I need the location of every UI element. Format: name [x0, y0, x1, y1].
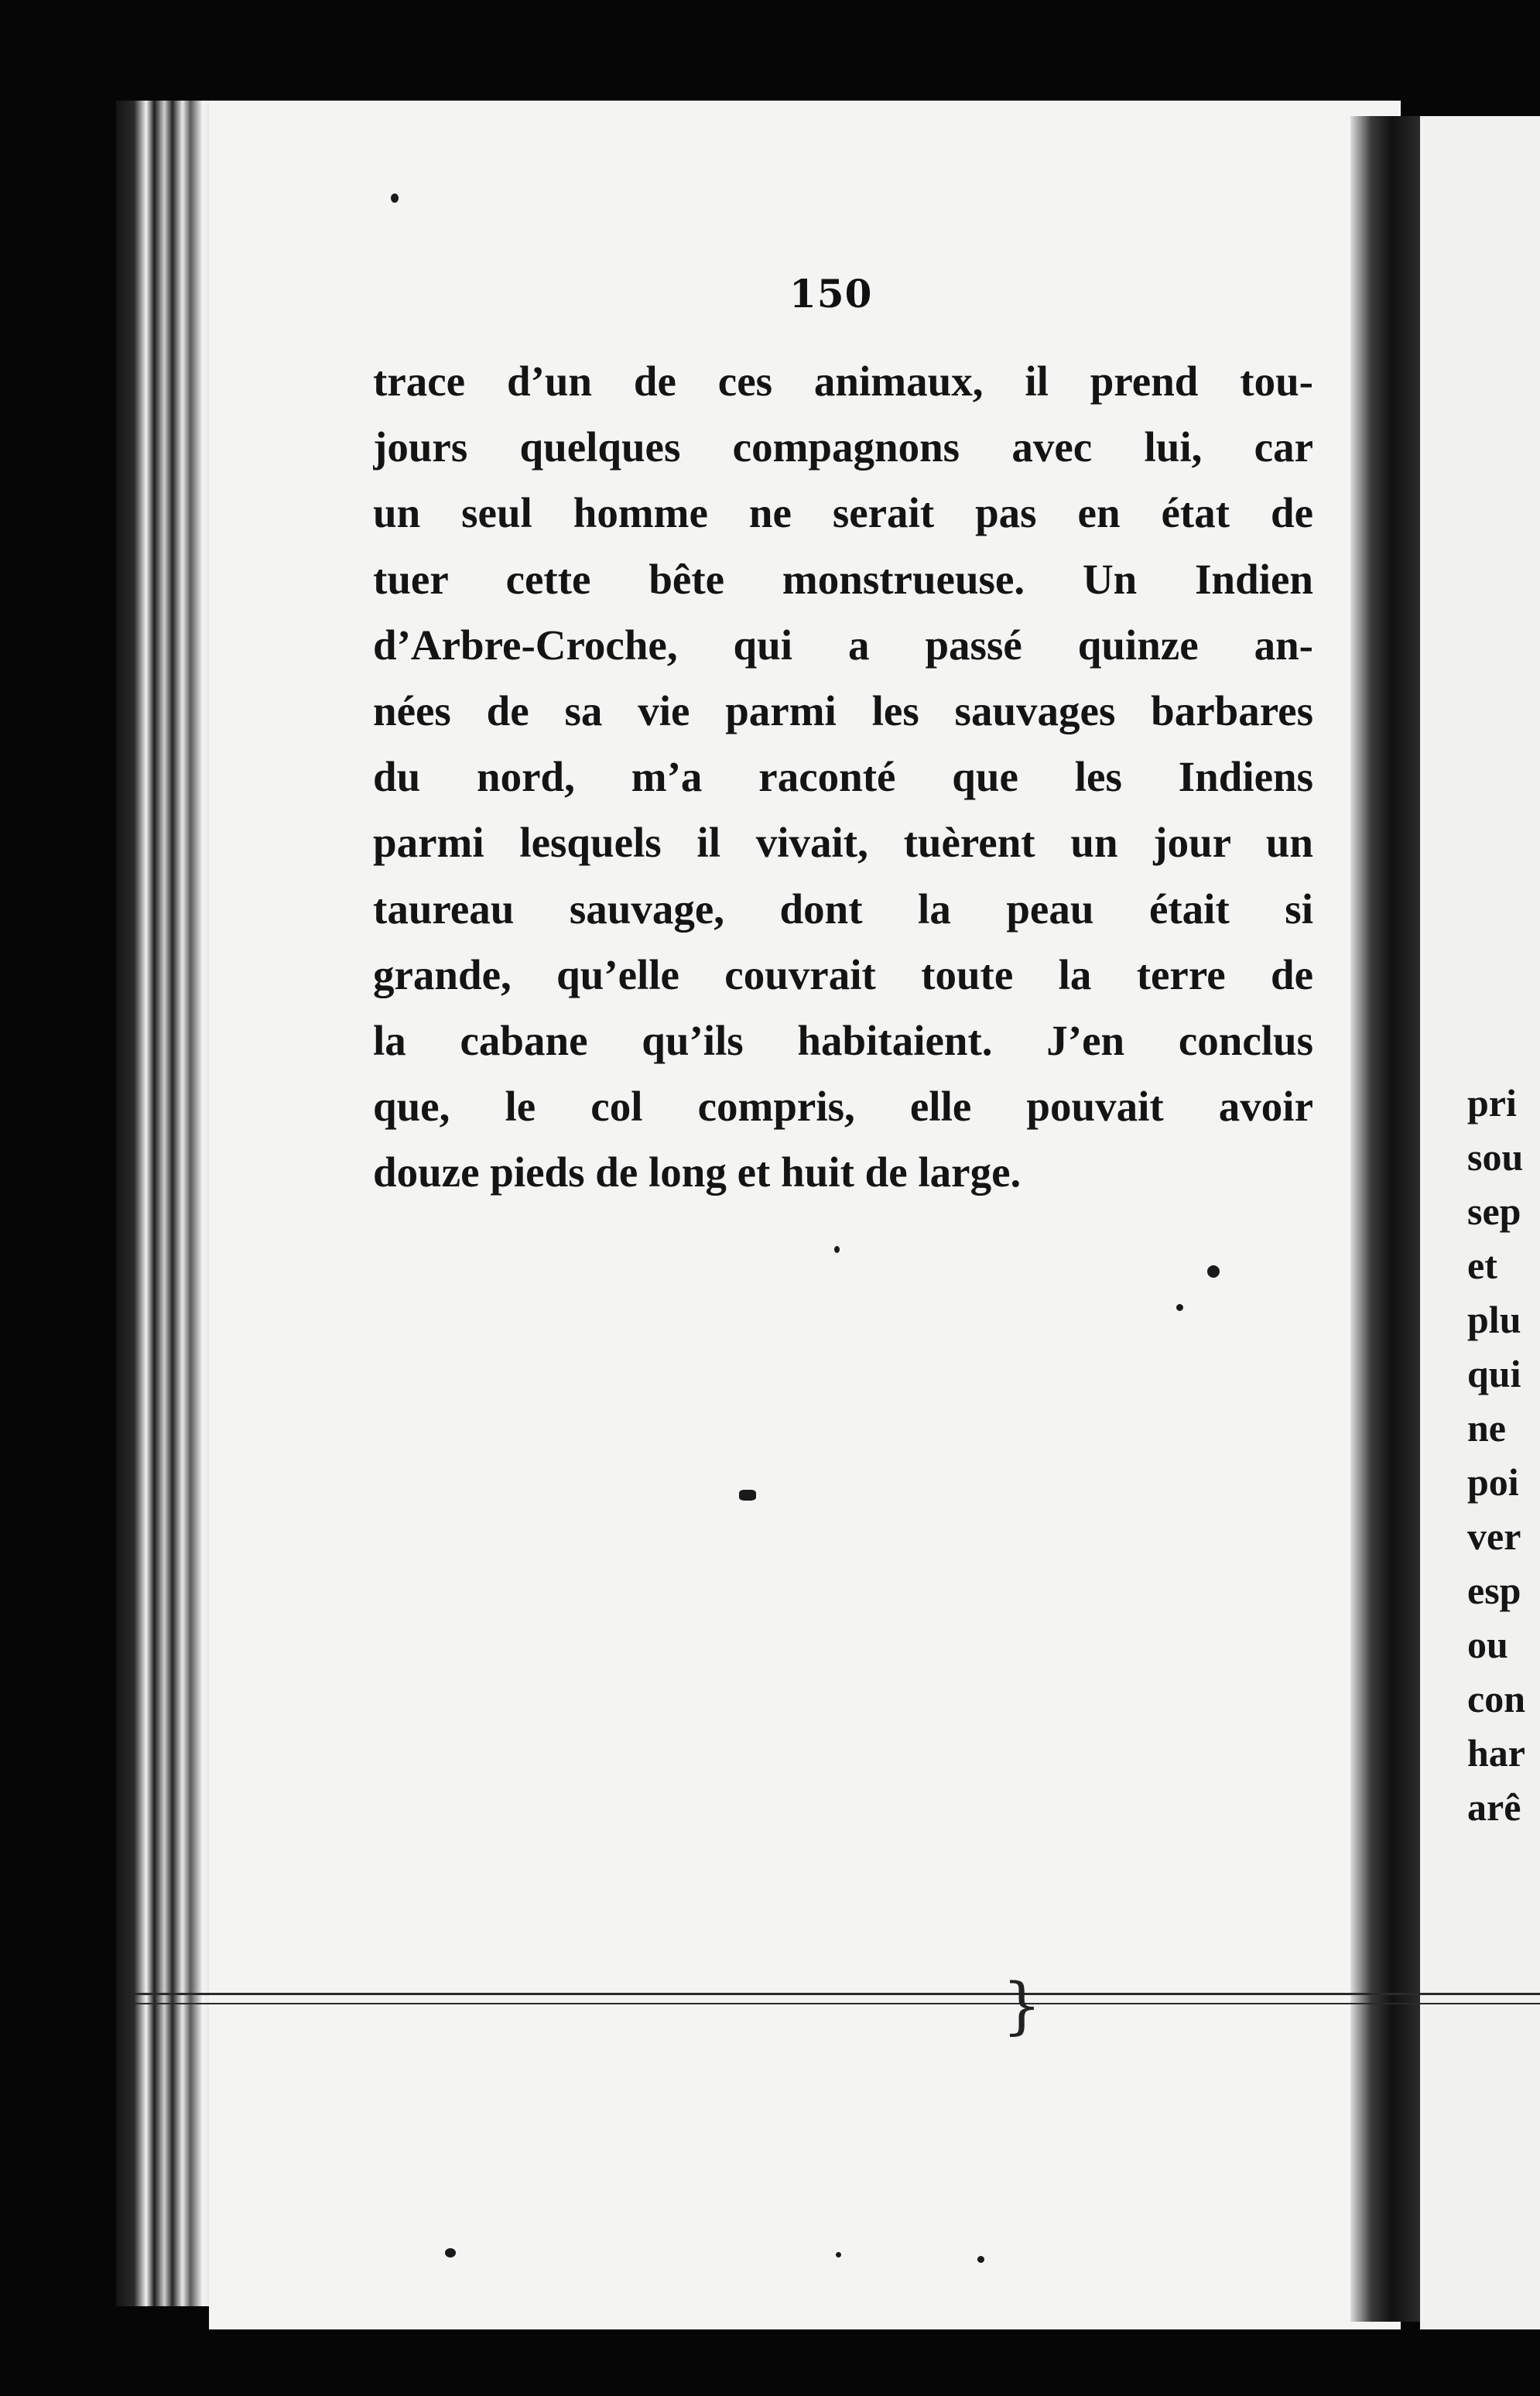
facing-text-fragment: sep — [1467, 1189, 1521, 1233]
book-binding-edge — [116, 101, 217, 2306]
text-line: un seul homme ne serait pas en état de — [373, 489, 1313, 537]
scan-mark: } — [1002, 1970, 1042, 2042]
facing-text-fragment: poi — [1467, 1460, 1519, 1504]
page-body-text — [373, 348, 1313, 1205]
text-line: taureau sauvage, dont la peau était si — [373, 885, 1313, 933]
page-number: 150 — [789, 271, 873, 317]
scan-speck — [391, 193, 399, 203]
scan-speck — [739, 1490, 756, 1501]
facing-page-text — [1467, 1076, 1540, 1834]
text-line: nées de sa vie parmi les sauvages barbares — [373, 686, 1313, 734]
facing-text-fragment: har — [1467, 1731, 1525, 1775]
facing-text-fragment: esp — [1467, 1569, 1521, 1612]
scan-speck — [834, 1246, 840, 1253]
facing-text-fragment: arê — [1467, 1785, 1521, 1829]
facing-text-fragment: ne — [1467, 1406, 1506, 1450]
facing-text-fragment: con — [1467, 1677, 1525, 1720]
facing-text-fragment: qui — [1467, 1352, 1521, 1395]
facing-text-fragment: plu — [1467, 1298, 1521, 1341]
scanner-line-top — [132, 1993, 1540, 1995]
scan-speck — [1207, 1265, 1220, 1278]
text-line: jours quelques compagnons avec lui, car — [373, 423, 1313, 471]
text-line: que, le col compris, elle pouvait avoir — [373, 1083, 1313, 1131]
text-line: d’Arbre-Croche, qui a passé quinze an- — [373, 621, 1313, 669]
text-line: trace d’un de ces animaux, il prend tou- — [373, 358, 1313, 405]
facing-text-fragment: pri — [1467, 1081, 1517, 1124]
facing-text-fragment: sou — [1467, 1135, 1524, 1179]
scan-speck — [836, 2252, 841, 2257]
scan-speck — [445, 2248, 456, 2257]
text-line: parmi lesquels il vivait, tuèrent un jour un — [373, 819, 1313, 867]
facing-text-fragment: ou — [1467, 1623, 1508, 1666]
scan-speck — [1176, 1304, 1183, 1311]
text-line: du nord, m’a raconté que les Indiens — [373, 753, 1313, 801]
text-line: la cabane qu’ils habitaient. J’en conclus — [373, 1016, 1313, 1064]
scanner-line-bottom — [132, 2003, 1540, 2004]
scan-speck — [977, 2256, 984, 2263]
facing-text-fragment: ver — [1467, 1515, 1521, 1558]
facing-text-fragment: et — [1467, 1244, 1497, 1287]
text-line: grande, qu’elle couvrait toute la terre de — [373, 950, 1313, 998]
text-line-last: douze pieds de long et huit de large. — [373, 1148, 1022, 1196]
gutter-shadow — [1350, 116, 1420, 2322]
text-line: tuer cette bête monstrueuse. Un Indien — [373, 555, 1313, 603]
